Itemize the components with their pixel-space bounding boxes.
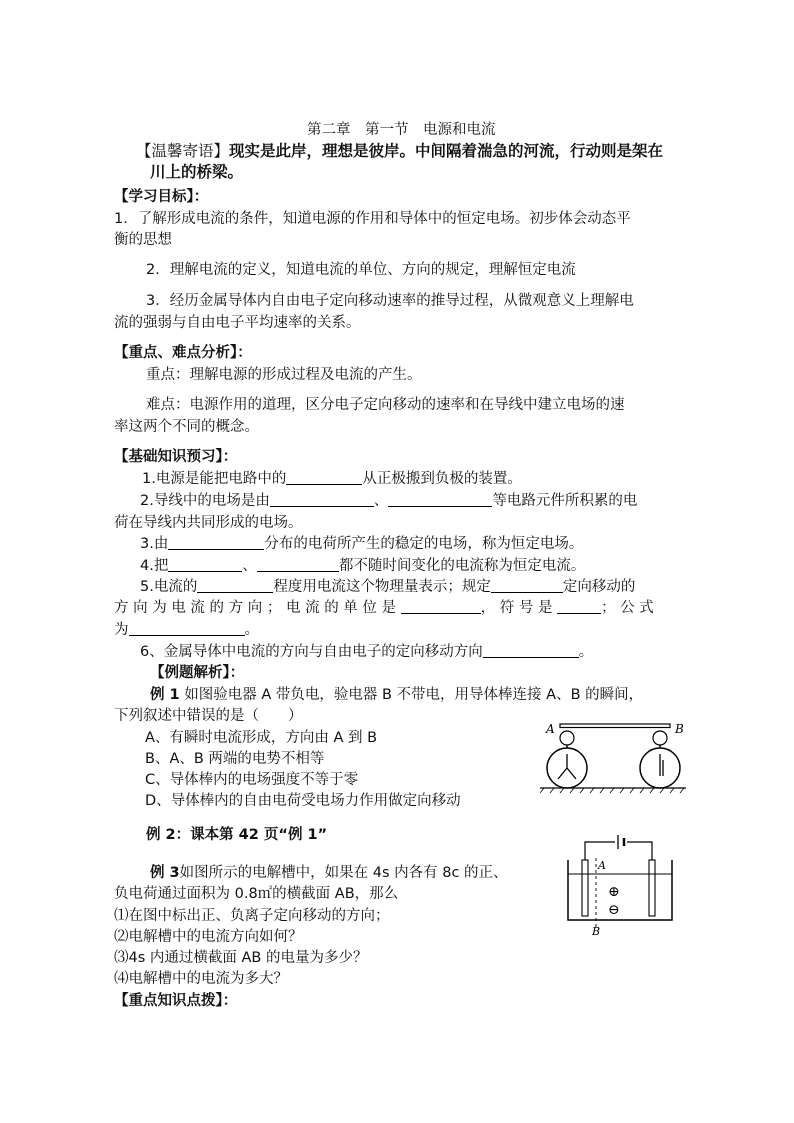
preview-q5-cont: 方 向 为 电 流 的 方 向 ； 电 流 的 单 位 是 ， 符 号 是 ； 公 式 — [114, 600, 654, 616]
right-electrode — [649, 860, 655, 916]
objectives-heading: 【学习目标】： — [114, 189, 209, 205]
answer-blank[interactable] — [286, 470, 362, 485]
difficult-point-a: 难点：电源作用的道理，区分电子定向移动的速率和在导线中建立电场的速 — [146, 397, 625, 413]
example-2: 例 2：课本第 42 页“例 1” — [146, 827, 328, 843]
answer-blank[interactable] — [388, 492, 492, 507]
preview-q2: 2.导线中的电场是由 、 等电路元件所积累的电 — [140, 493, 638, 509]
preview-heading: 【基础知识预习】： — [114, 449, 238, 465]
objective-3b: 流的强弱与自由电子平均速率的关系。 — [114, 315, 361, 331]
example-1-option-d: D、导体棒内的自由电荷受电场力作用做定向移动 — [145, 793, 461, 809]
objective-1a: 1．了解形成电流的条件，知道电源的作用和导体中的恒定电场。初步体会动态平 — [114, 211, 631, 227]
preview-q2-cont: 荷在导线内共同形成的电场。 — [114, 515, 303, 531]
example-3-q4: ⑷电解槽中的电流为多大？ — [114, 971, 288, 987]
example-1-stem: 例 1 如图验电器 A 带负电，验电器 B 不带电，用导体棒连接 A、B 的瞬间， — [150, 687, 644, 703]
tips-heading: 【重点知识点拨】： — [114, 993, 238, 1009]
answer-blank[interactable] — [168, 557, 242, 572]
example-1-option-b: B、A、B 两端的电势不相等 — [145, 751, 325, 767]
objective-1b: 衡的思想 — [114, 232, 172, 248]
electroscope-a-ball — [560, 731, 574, 745]
fig1-label-b: B — [675, 722, 684, 736]
answer-blank[interactable] — [491, 578, 563, 593]
fig2-label-b: B — [592, 925, 601, 936]
electroscope-b-ball — [653, 731, 667, 745]
example-1-option-c: C、导体棒内的电场强度不等于零 — [145, 772, 359, 788]
answer-blank[interactable] — [197, 578, 273, 593]
answer-blank[interactable] — [483, 643, 579, 658]
example-3-q2: ⑵电解槽中的电流方向如何？ — [114, 929, 303, 945]
example-1-stem-cont: 下列叙述中错误的是（ ） — [114, 708, 303, 724]
greeting-line-2: 川上的桥梁。 — [150, 163, 244, 181]
examples-heading: 【例题解析】： — [150, 665, 245, 681]
greeting-label: 【温馨寄语】 — [136, 142, 230, 160]
example-3-q3: ⑶4s 内通过横截面 AB 的电量为多少？ — [114, 950, 368, 966]
fig1-label-a: A — [546, 722, 555, 736]
example-3-stem-cont: 负电荷通过面积为 0.8㎡的横截面 AB，那么 — [114, 886, 399, 902]
preview-q4: 4.把 、 都不随时间变化的电流称为恒定电流。 — [140, 558, 586, 574]
electrolytic-cell-figure — [560, 830, 680, 936]
page-title: 第二章 第一节 电源和电流 — [307, 122, 496, 138]
objective-3a: 3．经历金属导体内自由电子定向移动速率的推导过程，从微观意义上理解电 — [146, 293, 634, 309]
answer-blank[interactable] — [168, 535, 264, 550]
answer-blank[interactable] — [257, 557, 339, 572]
answer-blank[interactable] — [129, 621, 245, 636]
conducting-rod — [560, 724, 670, 728]
circuit-wire-left — [585, 842, 615, 860]
negative-ion-icon: ⊖ — [608, 902, 620, 918]
circuit-wire-right — [627, 842, 652, 860]
left-electrode — [582, 860, 588, 916]
greeting-text: 现实是此岸，理想是彼岸。中间隔着湍急的河流，行动则是架在 — [229, 142, 664, 160]
electroscope-figure — [540, 716, 690, 794]
preview-q5: 5.电流的 程度用电流这个物理量表示；规定 定向移动的 — [140, 579, 636, 595]
positive-ion-icon: ⊕ — [608, 884, 620, 900]
answer-blank[interactable] — [270, 492, 374, 507]
objective-2: 2．理解电流的定义，知道电流的单位、方向的规定，理解恒定电流 — [146, 262, 576, 278]
example-3-stem: 例 3如图所示的电解槽中，如果在 4s 内各有 8c 的正、 — [150, 865, 508, 881]
keypoints-heading: 【重点、难点分析】： — [114, 345, 252, 361]
greeting-line-1 — [136, 142, 663, 160]
difficult-point-b: 率这两个不同的概念。 — [114, 419, 259, 435]
answer-blank[interactable] — [557, 599, 601, 614]
preview-q5-cont2: 为 。 — [114, 622, 259, 638]
example-1-option-a: A、有瞬时电流形成，方向由 A 到 B — [145, 730, 378, 746]
preview-q1: 1.电源是能把电路中的 从正极搬到负极的装置。 — [142, 471, 522, 487]
preview-q6: 6、金属导体中电流的方向与自由电子的定向移动方向 。 — [140, 644, 594, 660]
preview-q3: 3.由 分布的电荷所产生的稳定的电场，称为恒定电场。 — [140, 536, 584, 552]
answer-blank[interactable] — [401, 599, 481, 614]
key-point: 重点：理解电源的形成过程及电流的产生。 — [146, 367, 422, 383]
example-3-q1: ⑴在图中标出正、负离子定向移动的方向； — [114, 908, 390, 924]
fig2-label-a: A — [598, 859, 606, 872]
